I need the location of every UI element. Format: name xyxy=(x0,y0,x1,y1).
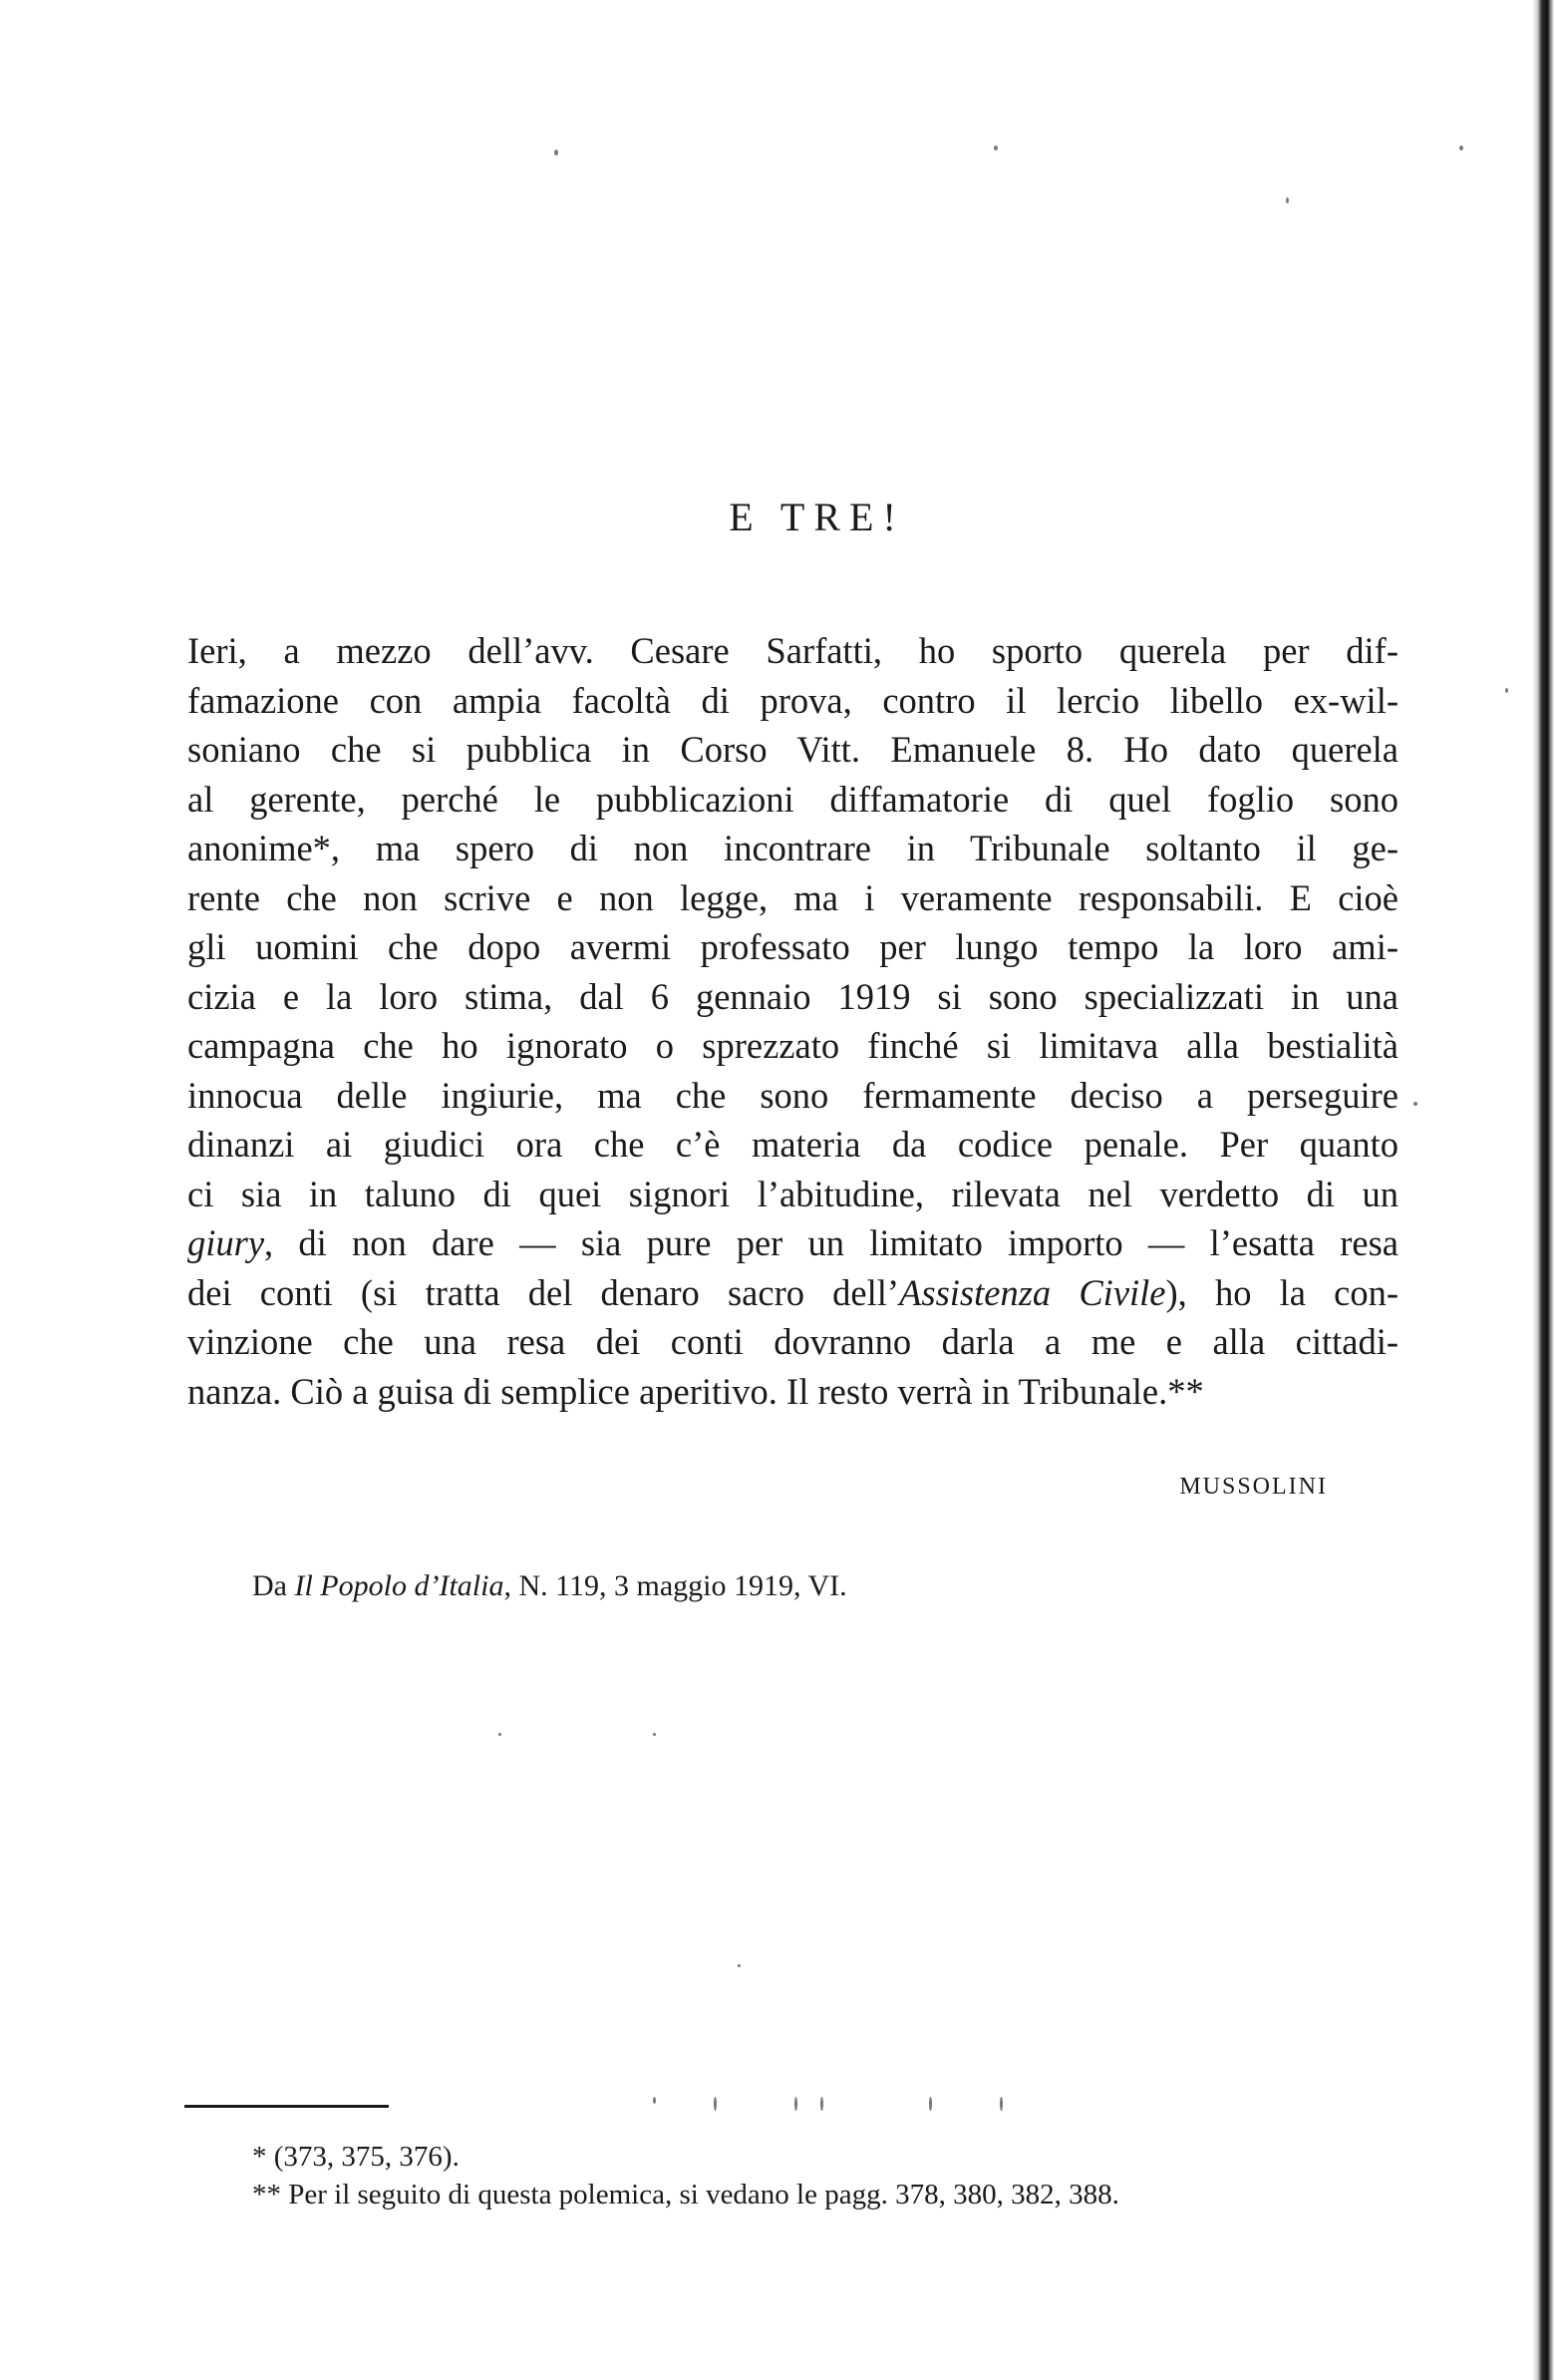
body-line-rest: , di non dare — sia pure per un limitato importo — l’esatta resa xyxy=(264,1222,1399,1263)
article-body xyxy=(187,626,1399,1416)
footnote-2: ** Per il seguito di questa polemica, si vedano le pagg. 378, 380, 382, 388. xyxy=(252,2179,1119,2210)
body-line-last: nanza. Ciò a guisa di semplice aperitivo. Il resto verrà in Tribunale.** xyxy=(187,1370,1204,1412)
body-line-giury xyxy=(187,1218,1399,1268)
binding-edge xyxy=(1532,0,1554,2380)
body-line: gli uomini che dopo avermi professato per lungo tempo la loro ami- xyxy=(187,926,1399,967)
body-line: dinanzi ai giudici ora che c’è materia da codice penale. Per quanto xyxy=(187,1124,1399,1165)
page-title xyxy=(0,494,1554,540)
body-line: famazione con ampia facoltà di prova, contro il lercio libello ex-wil- xyxy=(187,679,1399,721)
body-line: cizia e la loro stima, dal 6 gennaio 1919 si sono specializzati in una xyxy=(187,975,1399,1017)
body-line: vinzione che una resa dei conti dovranno darla a me e alla cittadi- xyxy=(187,1321,1399,1362)
body-line: Ieri, a mezzo dell’avv. Cesare Sarfatti, ho sporto querela per dif- xyxy=(187,630,1399,671)
footnotes xyxy=(252,2138,1119,2213)
body-line-after: ), ho la con- xyxy=(1165,1271,1399,1313)
body-line: rente che non scrive e non legge, ma i veramente responsabili. E cioè xyxy=(187,876,1399,918)
body-line: innocua delle ingiurie, ma che sono fermamente deciso a perseguire xyxy=(187,1074,1399,1116)
source-suffix: , N. 119, 3 maggio 1919, VI. xyxy=(503,1569,847,1602)
author-signature: MUSSOLINI xyxy=(1179,1474,1328,1500)
body-line: al gerente, perché le pubblicazioni diffamatorie di quel foglio sono xyxy=(187,778,1399,820)
source-citation xyxy=(252,1569,847,1603)
italic-assistenza-civile: Assistenza Civile xyxy=(899,1271,1166,1313)
body-line-before: dei conti (si tratta del denaro sacro dell’ xyxy=(187,1271,900,1313)
body-line: ci sia in taluno di quei signori l’abitudine, rilevata nel verdetto di un xyxy=(187,1173,1399,1214)
source-newspaper: Il Popolo d’Italia xyxy=(294,1569,504,1602)
italic-giury: giury xyxy=(187,1222,265,1263)
footnote-1: * (373, 375, 376). xyxy=(252,2141,460,2173)
body-line: campagna che ho ignorato o sprezzato finché si limitava alla bestialità xyxy=(187,1025,1399,1066)
body-line: anonime*, ma spero di non incontrare in Tribunale soltanto il ge- xyxy=(187,828,1399,868)
footnote-divider xyxy=(184,2105,389,2108)
body-line: soniano che si pubblica in Corso Vitt. Emanuele 8. Ho dato querela xyxy=(187,729,1399,770)
body-line-assistenza xyxy=(187,1268,1399,1318)
page-title-text: E TRE! xyxy=(729,495,905,539)
source-prefix: Da xyxy=(252,1569,295,1602)
